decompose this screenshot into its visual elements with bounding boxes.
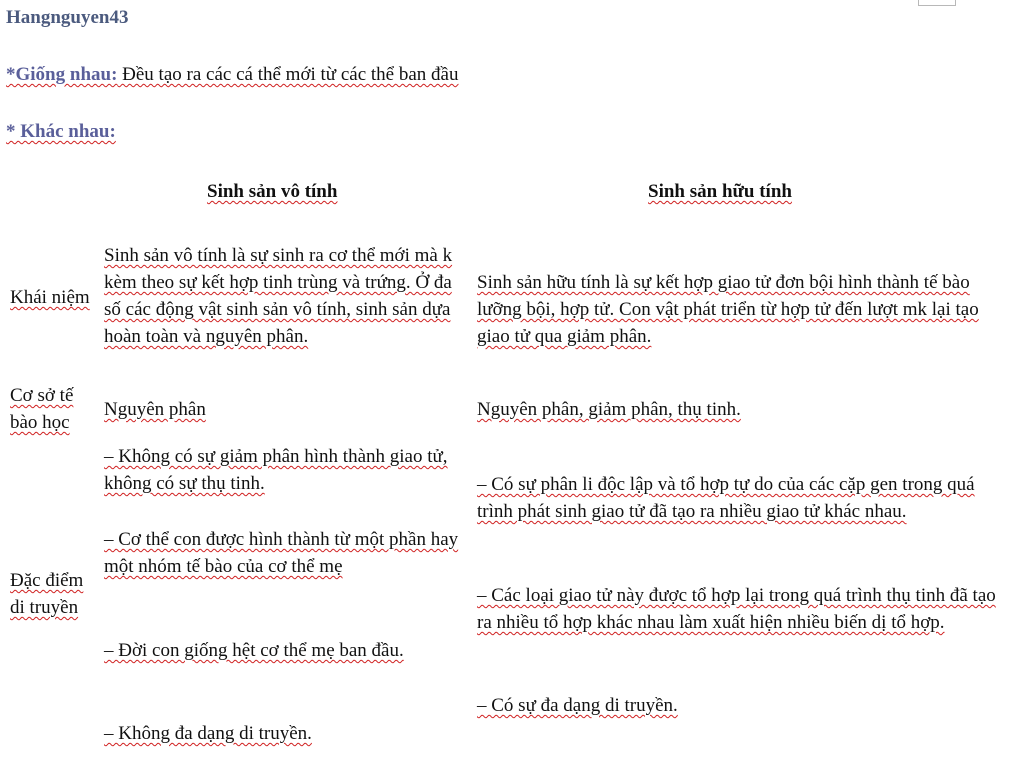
row-label-genetics: Đặc điểm di truyền xyxy=(10,570,84,618)
similarities-label: *Giống nhau: xyxy=(6,64,118,85)
header-asexual: Sinh sản vô tính xyxy=(207,181,338,202)
similarities-line xyxy=(6,64,458,86)
page-corner-mark xyxy=(918,0,956,6)
differences-line xyxy=(6,121,116,143)
genetics-sexual-item: – Có sự phân li độc lập và tổ hợp tự do của các cặp gen trong quá trình phát sinh giao tử đã tạo ra nhiều giao tử khác nhau. xyxy=(477,474,975,522)
cytology-sexual: Nguyên phân, giảm phân, thụ tinh. xyxy=(477,399,741,420)
similarities-text: Đều tạo ra các cá thể mới từ các thể ban đầu xyxy=(117,64,459,85)
row-label-cytology: Cơ sở tế bào học xyxy=(10,385,74,433)
genetics-sexual-item: – Các loại giao tử này được tổ hợp lại trong quá trình thụ tinh đã tạo ra nhiều tổ hợp khác nhau làm xuất hiện nhiều biến dị tổ hợp. xyxy=(477,585,996,633)
author-name: Hangnguyen43 xyxy=(6,7,129,28)
genetics-sexual-item: – Có sự đa dạng di truyền. xyxy=(477,695,678,716)
concept-sexual: Sinh sản hữu tính là sự kết hợp giao tử đơn bội hình thành tế bào lưỡng bội, hợp tử. Con vật phát triển từ hợp tử đến lượt mk lại tạo giao tử qua giảm phân. xyxy=(477,272,979,347)
genetics-asexual-item: – Đời con giống hệt cơ thể mẹ ban đầu. xyxy=(104,640,404,661)
differences-label: * Khác nhau: xyxy=(6,121,116,142)
header-sexual: Sinh sản hữu tính xyxy=(648,181,792,202)
genetics-asexual-item: – Cơ thể con được hình thành từ một phần hay một nhóm tế bào của cơ thể mẹ xyxy=(104,529,459,577)
cytology-asexual: Nguyên phân xyxy=(104,399,206,420)
genetics-asexual-item: – Không có sự giảm phân hình thành giao tử, không có sự thụ tinh. xyxy=(104,446,448,494)
row-label-concept: Khái niệm xyxy=(10,287,90,308)
concept-asexual: Sinh sản vô tính là sự sinh ra cơ thể mới mà k kèm theo sự kết hợp tinh trùng và trứng. Ở đa số các động vật sinh sản vô tính, sinh sản dựa hoàn toàn và nguyên phân. xyxy=(104,245,453,347)
genetics-asexual-item: – Không đa dạng di truyền. xyxy=(104,723,312,744)
